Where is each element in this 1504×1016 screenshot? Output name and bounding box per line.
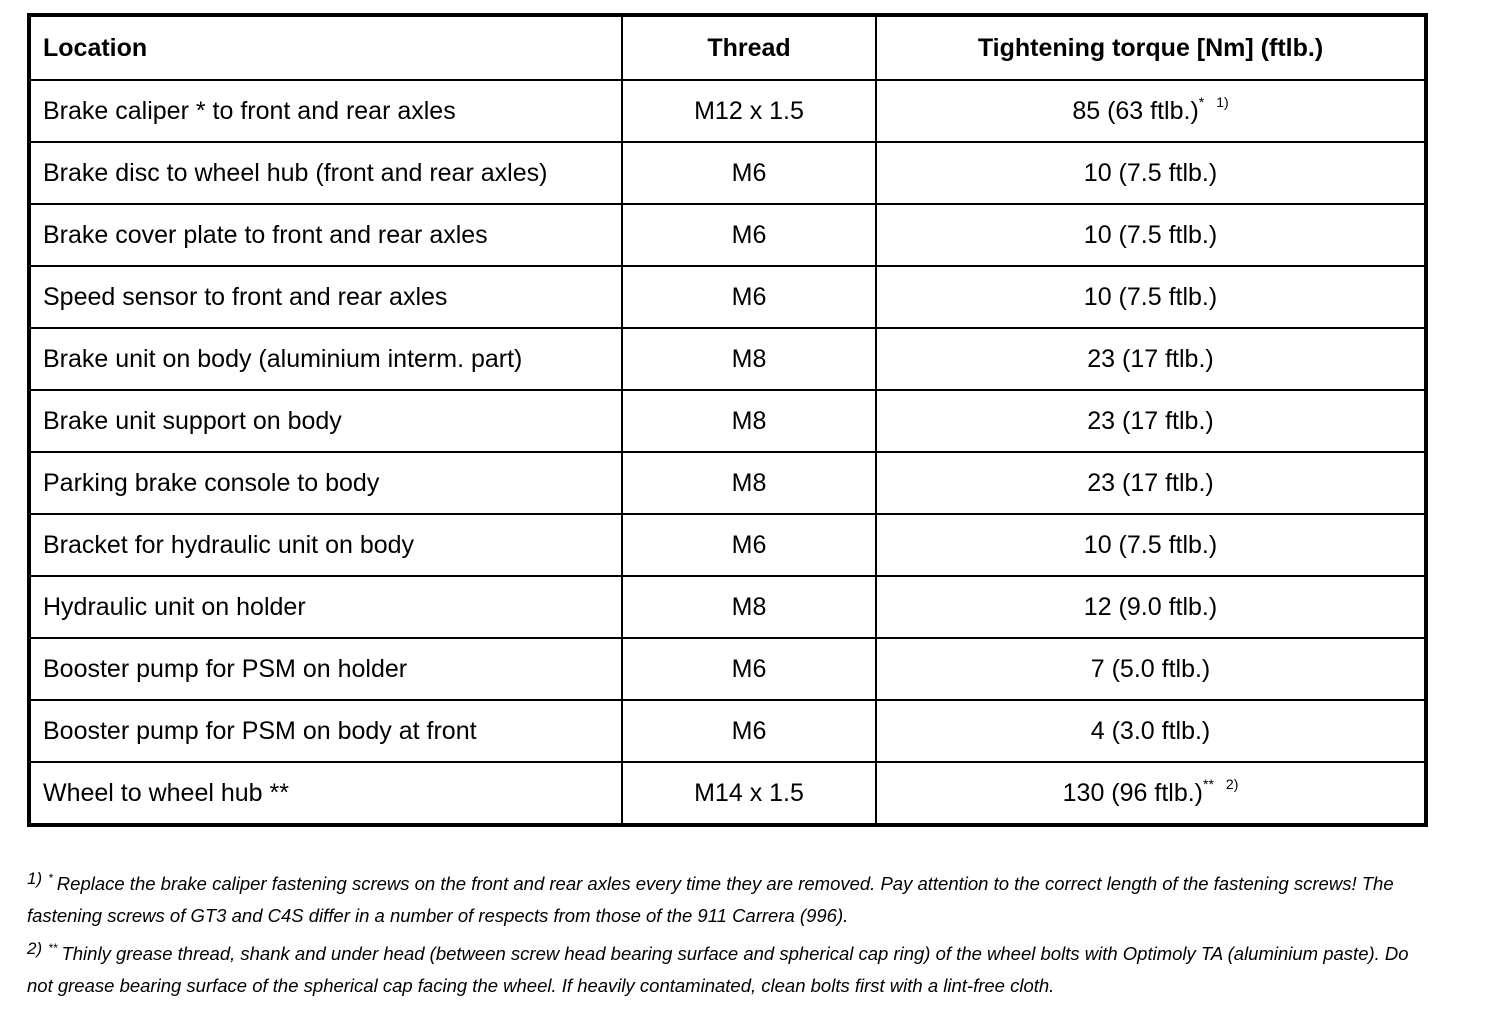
cell-location: Parking brake console to body	[29, 452, 622, 514]
cell-thread: M6	[622, 638, 876, 700]
header-thread: Thread	[622, 15, 876, 80]
table-row	[29, 452, 1426, 514]
footnote-star: *	[48, 871, 53, 885]
header-row	[29, 15, 1426, 80]
footnote-text: Replace the brake caliper fastening screws on the front and rear axles every time they are removed. Pay attention to the correct length of the fastening screws! The fastening screws of GT3 and C4S differ in a number of respects from those of the 911 Carrera (996).	[27, 873, 1394, 926]
cell-location: Speed sensor to front and rear axles	[29, 266, 622, 328]
footnote-number: 1)	[1216, 93, 1229, 110]
table-row	[29, 638, 1426, 700]
cell-torque: 23 (17 ftlb.)	[876, 452, 1426, 514]
table-row	[29, 142, 1426, 204]
cell-torque: 4 (3.0 ftlb.)	[876, 700, 1426, 762]
cell-location: Brake caliper * to front and rear axles	[29, 80, 622, 142]
cell-thread: M8	[622, 576, 876, 638]
cell-thread: M6	[622, 266, 876, 328]
torque-table	[27, 13, 1428, 827]
cell-location: Brake unit on body (aluminium interm. part)	[29, 328, 622, 390]
footnote-ref	[1199, 94, 1229, 110]
table-row	[29, 328, 1426, 390]
table-row	[29, 762, 1426, 825]
cell-thread: M6	[622, 204, 876, 266]
footnote-1	[27, 862, 1427, 932]
footnote-star: **	[48, 941, 58, 955]
footnotes	[27, 862, 1427, 1002]
cell-torque: 23 (17 ftlb.)	[876, 328, 1426, 390]
cell-torque: 23 (17 ftlb.)	[876, 390, 1426, 452]
cell-thread: M8	[622, 390, 876, 452]
footnote-number: 1)	[27, 869, 43, 888]
cell-torque: 10 (7.5 ftlb.)	[876, 204, 1426, 266]
cell-thread: M12 x 1.5	[622, 80, 876, 142]
cell-location: Brake cover plate to front and rear axles	[29, 204, 622, 266]
footnote-text: Thinly grease thread, shank and under head (between screw head bearing surface and spherical cap ring) of the wheel bolts with Optimoly TA (aluminium paste). Do not grease bearing surface of the spherical cap facing the wheel. If heavily contaminated, clean bolts first with a lint-free cloth.	[27, 943, 1409, 996]
cell-location: Booster pump for PSM on body at front	[29, 700, 622, 762]
footnote-star: **	[1203, 775, 1214, 792]
footnote-number: 2)	[27, 939, 43, 958]
table-row	[29, 266, 1426, 328]
cell-thread: M6	[622, 142, 876, 204]
cell-location: Brake disc to wheel hub (front and rear axles)	[29, 142, 622, 204]
header-torque: Tightening torque [Nm] (ftlb.)	[876, 15, 1426, 80]
cell-torque: 7 (5.0 ftlb.)	[876, 638, 1426, 700]
cell-torque: 10 (7.5 ftlb.)	[876, 514, 1426, 576]
cell-thread: M14 x 1.5	[622, 762, 876, 825]
table-row	[29, 700, 1426, 762]
table-row	[29, 576, 1426, 638]
cell-location: Hydraulic unit on holder	[29, 576, 622, 638]
footnote-number: 2)	[1225, 775, 1239, 792]
cell-location: Wheel to wheel hub **	[29, 762, 622, 825]
footnote-star: *	[1198, 93, 1205, 110]
cell-location: Brake unit support on body	[29, 390, 622, 452]
cell-torque	[876, 762, 1426, 825]
cell-torque: 10 (7.5 ftlb.)	[876, 266, 1426, 328]
cell-thread: M6	[622, 700, 876, 762]
cell-location: Booster pump for PSM on holder	[29, 638, 622, 700]
cell-torque	[876, 80, 1426, 142]
torque-value: 130 (96 ftlb.)	[1062, 778, 1203, 807]
header-location: Location	[29, 15, 622, 80]
torque-value: 85 (63 ftlb.)	[1072, 96, 1199, 125]
table-row	[29, 390, 1426, 452]
cell-torque: 12 (9.0 ftlb.)	[876, 576, 1426, 638]
table-row	[29, 204, 1426, 266]
table-row	[29, 80, 1426, 142]
cell-thread: M8	[622, 452, 876, 514]
cell-thread: M8	[622, 328, 876, 390]
cell-torque: 10 (7.5 ftlb.)	[876, 142, 1426, 204]
footnote-ref	[1203, 776, 1238, 792]
table-row	[29, 514, 1426, 576]
cell-thread: M6	[622, 514, 876, 576]
footnote-2	[27, 932, 1427, 1002]
cell-location: Bracket for hydraulic unit on body	[29, 514, 622, 576]
